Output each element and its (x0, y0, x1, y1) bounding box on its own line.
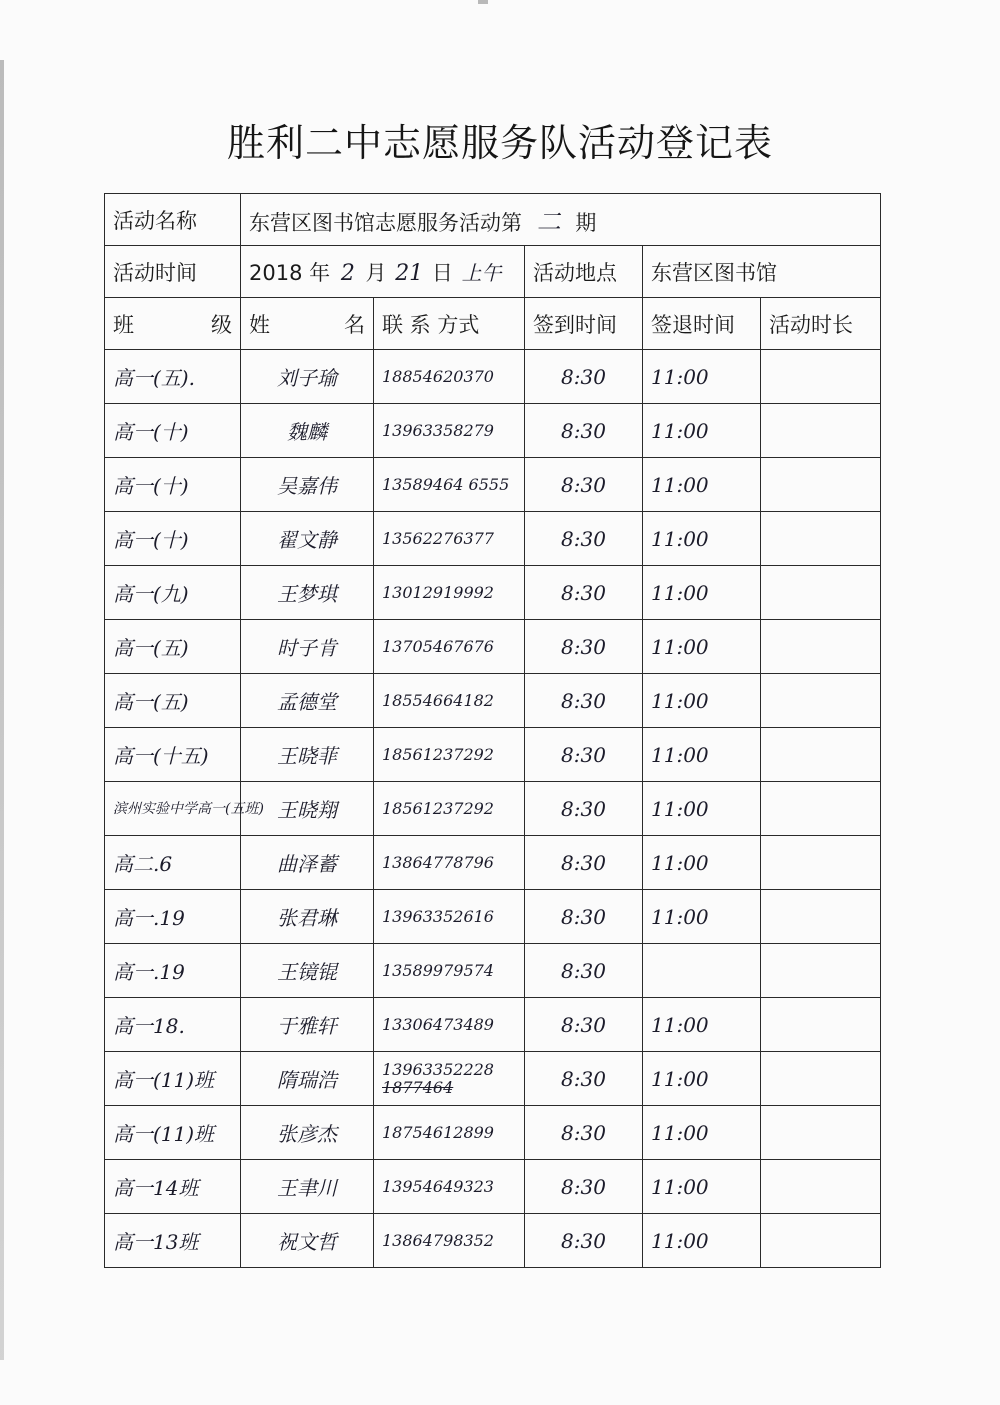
row-phone: 13589979574 (374, 944, 525, 998)
row-phone: 13954649323 (374, 1160, 525, 1214)
activity-year: 2018 年 (249, 260, 331, 285)
row-name: 时子肯 (241, 620, 374, 674)
row-duration (761, 1052, 881, 1106)
activity-period-number: 二 (536, 208, 561, 236)
activity-name-value (241, 194, 881, 246)
row-signin: 8:30 (525, 404, 643, 458)
table-row (105, 620, 881, 674)
header-duration: 活动时长 (761, 298, 881, 350)
header-name-char-2: 名 (344, 312, 365, 337)
row-class: 高一(五) (105, 620, 241, 674)
row-signout: 11:00 (643, 1160, 761, 1214)
row-duration (761, 944, 881, 998)
table-row (105, 1214, 881, 1268)
row-name: 隋瑞浩 (241, 1052, 374, 1106)
table-row (105, 566, 881, 620)
row-duration (761, 728, 881, 782)
row-signout: 11:00 (643, 890, 761, 944)
row-signin: 8:30 (525, 944, 643, 998)
row-signin: 8:30 (525, 836, 643, 890)
row-class: 高一18. (105, 998, 241, 1052)
row-signout (643, 944, 761, 998)
row-name: 孟德堂 (241, 674, 374, 728)
activity-place-value: 东营区图书馆 (643, 246, 881, 298)
row-name: 王晓翔 (241, 782, 374, 836)
row-class: 高一(11)班 (105, 1052, 241, 1106)
row-duration (761, 1160, 881, 1214)
row-duration (761, 674, 881, 728)
row-duration (761, 404, 881, 458)
row-phone: 18854620370 (374, 350, 525, 404)
row-class: 高一(九) (105, 566, 241, 620)
row-signout: 11:00 (643, 1052, 761, 1106)
row-phone: 13864798352 (374, 1214, 525, 1268)
row-class: 高一(十) (105, 512, 241, 566)
row-signin: 8:30 (525, 1106, 643, 1160)
row-duration (761, 836, 881, 890)
row-name: 张彦杰 (241, 1106, 374, 1160)
header-signout: 签退时间 (643, 298, 761, 350)
row-signout: 11:00 (643, 836, 761, 890)
row-name: 王聿川 (241, 1160, 374, 1214)
column-header-row (105, 298, 881, 350)
row-duration (761, 458, 881, 512)
row-signout: 11:00 (643, 620, 761, 674)
activity-month: 2 (340, 260, 355, 286)
table-row (105, 1052, 881, 1106)
row-duration (761, 1106, 881, 1160)
row-duration (761, 998, 881, 1052)
header-name (241, 298, 374, 350)
table-row (105, 350, 881, 404)
row-name: 魏麟 (241, 404, 374, 458)
row-signout: 11:00 (643, 674, 761, 728)
row-class: 高二.6 (105, 836, 241, 890)
row-duration (761, 890, 881, 944)
row-signout: 11:00 (643, 458, 761, 512)
row-signout: 11:00 (643, 1214, 761, 1268)
row-duration (761, 782, 881, 836)
row-name: 张君琳 (241, 890, 374, 944)
row-signin: 8:30 (525, 458, 643, 512)
header-class-char-2: 级 (211, 312, 232, 337)
activity-name-prefix: 东营区图书馆志愿服务活动第 (249, 211, 522, 235)
activity-day-unit: 日 (431, 260, 453, 285)
row-name: 王晓菲 (241, 728, 374, 782)
row-phone-primary: 13963352228 (382, 1059, 494, 1079)
header-contact: 联 系 方式 (374, 298, 525, 350)
row-phone: 13589464 6555 (374, 458, 525, 512)
row-name: 于雅轩 (241, 998, 374, 1052)
row-name: 吴嘉伟 (241, 458, 374, 512)
row-signout: 11:00 (643, 512, 761, 566)
scan-top-mark (478, 0, 488, 4)
row-phone-struck: 1877464 (382, 1077, 454, 1097)
row-phone: 18554664182 (374, 674, 525, 728)
activity-time-value (241, 246, 525, 298)
row-name: 刘子瑜 (241, 350, 374, 404)
row-phone: 13963358279 (374, 404, 525, 458)
table-row (105, 782, 881, 836)
row-signin: 8:30 (525, 728, 643, 782)
activity-name-label: 活动名称 (105, 194, 241, 246)
row-phone: 13705467676 (374, 620, 525, 674)
activity-name-suffix: 期 (575, 211, 597, 235)
row-signin: 8:30 (525, 890, 643, 944)
activity-name-row (105, 194, 881, 246)
row-signout: 11:00 (643, 782, 761, 836)
row-duration (761, 512, 881, 566)
activity-day: 21 (395, 260, 424, 286)
row-phone: 18561237292 (374, 728, 525, 782)
row-class: 高一(五). (105, 350, 241, 404)
row-name: 王镜锟 (241, 944, 374, 998)
row-class: 高一.19 (105, 890, 241, 944)
row-duration (761, 620, 881, 674)
activity-month-unit: 月 (365, 260, 387, 285)
table-row (105, 890, 881, 944)
row-signin: 8:30 (525, 1214, 643, 1268)
row-phone: 13562276377 (374, 512, 525, 566)
row-duration (761, 566, 881, 620)
row-signin: 8:30 (525, 512, 643, 566)
row-signin: 8:30 (525, 998, 643, 1052)
row-signin: 8:30 (525, 620, 643, 674)
row-phone: 18754612899 (374, 1106, 525, 1160)
registration-table (104, 193, 881, 1268)
row-phone (374, 1052, 525, 1106)
row-class: 高一13班 (105, 1214, 241, 1268)
table-row (105, 728, 881, 782)
table-row (105, 404, 881, 458)
table-row (105, 836, 881, 890)
row-class: 滨州实验中学高一(五班) (105, 782, 241, 836)
activity-place-label: 活动地点 (525, 246, 643, 298)
row-signout: 11:00 (643, 350, 761, 404)
row-phone: 18561237292 (374, 782, 525, 836)
table-row (105, 674, 881, 728)
row-phone: 13306473489 (374, 998, 525, 1052)
table-row (105, 1106, 881, 1160)
table-row (105, 998, 881, 1052)
row-phone: 13012919992 (374, 566, 525, 620)
row-duration (761, 350, 881, 404)
table-row (105, 512, 881, 566)
row-signin: 8:30 (525, 1052, 643, 1106)
row-signin: 8:30 (525, 674, 643, 728)
row-signout: 11:00 (643, 1106, 761, 1160)
row-signin: 8:30 (525, 350, 643, 404)
row-signout: 11:00 (643, 728, 761, 782)
row-class: 高一(11)班 (105, 1106, 241, 1160)
row-name: 翟文静 (241, 512, 374, 566)
header-signin: 签到时间 (525, 298, 643, 350)
table-row (105, 944, 881, 998)
row-signin: 8:30 (525, 1160, 643, 1214)
scan-edge-shadow (0, 60, 4, 1360)
row-name: 王梦琪 (241, 566, 374, 620)
table-row (105, 1160, 881, 1214)
page-title: 胜利二中志愿服务队活动登记表 (226, 121, 773, 165)
activity-time-row (105, 246, 881, 298)
row-class: 高一(十) (105, 404, 241, 458)
row-phone: 13963352616 (374, 890, 525, 944)
row-signout: 11:00 (643, 566, 761, 620)
row-name: 曲泽蓄 (241, 836, 374, 890)
row-class: 高一.19 (105, 944, 241, 998)
row-signout: 11:00 (643, 404, 761, 458)
row-duration (761, 1214, 881, 1268)
row-phone: 13864778796 (374, 836, 525, 890)
row-class: 高一(五) (105, 674, 241, 728)
row-name: 祝文哲 (241, 1214, 374, 1268)
row-signout: 11:00 (643, 998, 761, 1052)
row-class: 高一14班 (105, 1160, 241, 1214)
row-class: 高一(十五) (105, 728, 241, 782)
header-name-char-1: 姓 (249, 312, 270, 337)
activity-time-label: 活动时间 (105, 246, 241, 298)
row-class: 高一(十) (105, 458, 241, 512)
row-signin: 8:30 (525, 566, 643, 620)
row-signin: 8:30 (525, 782, 643, 836)
header-class (105, 298, 241, 350)
header-class-char-1: 班 (113, 312, 134, 337)
table-row (105, 458, 881, 512)
activity-half-day: 上午 (461, 260, 502, 285)
